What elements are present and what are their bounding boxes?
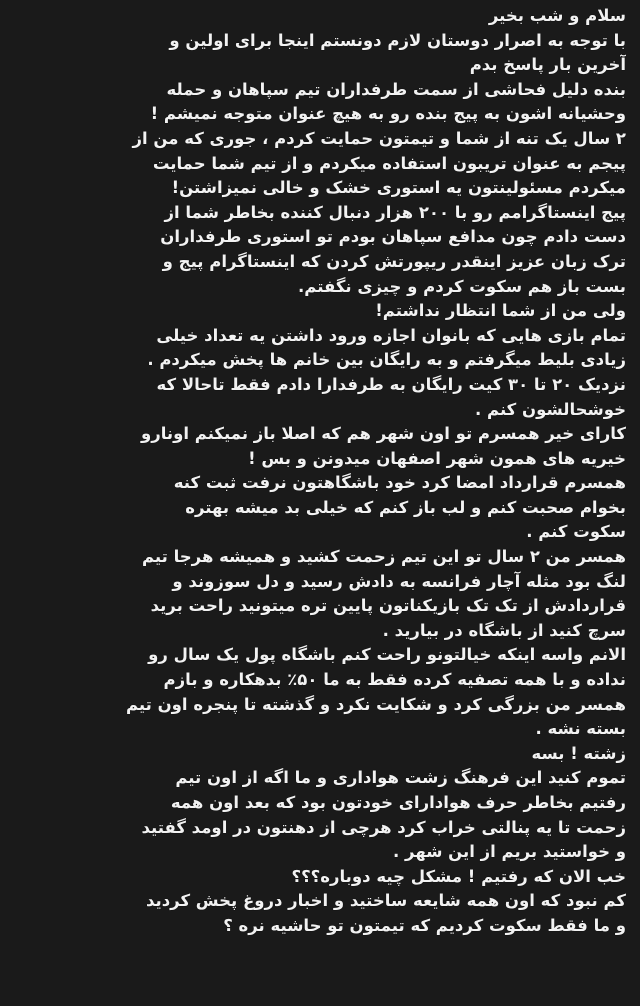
story-text-line: لنگ بود مثله آچار فرانسه به دادش رسید و دل سوزوند و bbox=[172, 571, 626, 591]
story-text-line: خوشحالشون کنم . bbox=[475, 399, 626, 419]
story-text-line: همسر من بزرگی کرد و شکایت نکرد و گذشته تا پنجره اون تیم bbox=[125, 694, 626, 714]
story-text-line: کارای خیر همسرم تو اون شهر هم که اصلا باز نمیکنم اونارو bbox=[140, 424, 626, 444]
story-text-line: تموم کنید این فرهنگ زشت هواداری و ما اگه از اون تیم bbox=[175, 768, 626, 788]
story-text-line: با توجه به اصرار دوستان لازم دونستم اینجا برای اولین و bbox=[169, 30, 626, 50]
story-text-line: آخرین بار پاسخ بدم bbox=[469, 55, 626, 75]
story-text-line: ترک زبان عزیز اینقدر ریپورتش کردن که اینستاگرام پیج و bbox=[162, 251, 626, 271]
story-text-block bbox=[14, 4, 626, 939]
story-text-line: دست دادم چون مدافع سپاهان بودم تو استوری طرفداران bbox=[160, 227, 626, 247]
story-text-line: خیریه های همون شهر اصفهان میدونن و بس ! bbox=[248, 448, 626, 468]
story-text-line: زحمت تا یه پنالتی خراب کرد هرچی از دهنتون در اومد گفتید bbox=[141, 817, 626, 837]
story-text-line: زیادی بلیط میگرفتم و به رایگان بین خانم ها پخش میکردم . bbox=[147, 350, 626, 370]
story-text-line: ولی من از شما انتظار نداشتم! bbox=[375, 301, 626, 321]
story-text-line: خب الان که رفتیم ! مشکل چیه دوباره؟؟؟ bbox=[291, 866, 626, 886]
story-text-line: نزدیک ۲۰ تا ۳۰ کیت رایگان به طرفدارا دادم فقط تاحالا که bbox=[156, 374, 626, 394]
story-text-line: نداده و با همه تصفیه کرده فقط به ما ۵۰٪ بدهکاره و بازم bbox=[163, 670, 626, 690]
story-text-line: سکوت کنم . bbox=[526, 522, 626, 542]
story-text-line: وحشیانه اشون به پیج بنده رو به هیچ عنوان متوجه نمیشم ! bbox=[150, 104, 626, 124]
story-text-line: قراردادش از تک تک بازیکناتون پایین تره میتونید راحت برید bbox=[150, 596, 626, 616]
story-text-line: بخوام صحبت کنم و لب باز کنم که خیلی بد میشه بهتره bbox=[185, 497, 626, 517]
story-text-line: رفتیم بخاطر حرف هوادارای خودتون بود که بعد اون همه bbox=[170, 793, 626, 812]
story-text-line: پیجم به عنوان تریبون استفاده میکردم و از تیم شما حمایت bbox=[152, 153, 626, 173]
story-text-line: الانم واسه اینکه خیالتونو راحت کنم باشگاه پول یک سال رو bbox=[148, 645, 626, 665]
story-text-line: پیج اینستاگرامم رو با ۲۰۰ هزار دنبال کننده بخاطر شما از bbox=[164, 202, 626, 222]
story-text-line: سرچ کنید از باشگاه در بیارید . bbox=[382, 620, 626, 640]
story-text-line: سلام و شب بخیر bbox=[488, 6, 626, 25]
story-text-line: میکردم مسئولینتون یه استوری خشک و خالی نمیزاشتن! bbox=[171, 178, 626, 198]
story-text-line: کم نبود که اون همه شایعه ساختید و اخبار دروغ پخش کردید bbox=[145, 891, 626, 911]
story-text-line: و ما فقط سکوت کردیم که تیمتون تو حاشیه نره ؟ bbox=[223, 915, 626, 935]
story-text-line: بست باز هم سکوت کردم و چیزی نگفتم. bbox=[298, 276, 626, 296]
story-text-line: همسر من ۲ سال تو این تیم زحمت کشید و همیشه هرجا تیم bbox=[141, 547, 626, 567]
story-text-line: تمام بازی هایی که بانوان اجازه ورود داشتن یه تعداد خیلی bbox=[156, 325, 626, 345]
story-text-line: بنده دلیل فحاشی از سمت طرفداران تیم سپاهان و حمله bbox=[166, 79, 626, 99]
story-text-line: همسرم قرارداد امضا کرد خود باشگاهتون نرفت ثبت کنه bbox=[173, 473, 626, 493]
story-text-line: و خواستید بریم از این شهر . bbox=[393, 842, 626, 862]
story-text-line: زشته ! بسه bbox=[531, 743, 626, 763]
story-text-line: بسته نشه . bbox=[535, 719, 626, 739]
story-text-line: ۲ سال یک تنه از شما و تیمتون حمایت کردم ، جوری که من از bbox=[132, 128, 626, 148]
